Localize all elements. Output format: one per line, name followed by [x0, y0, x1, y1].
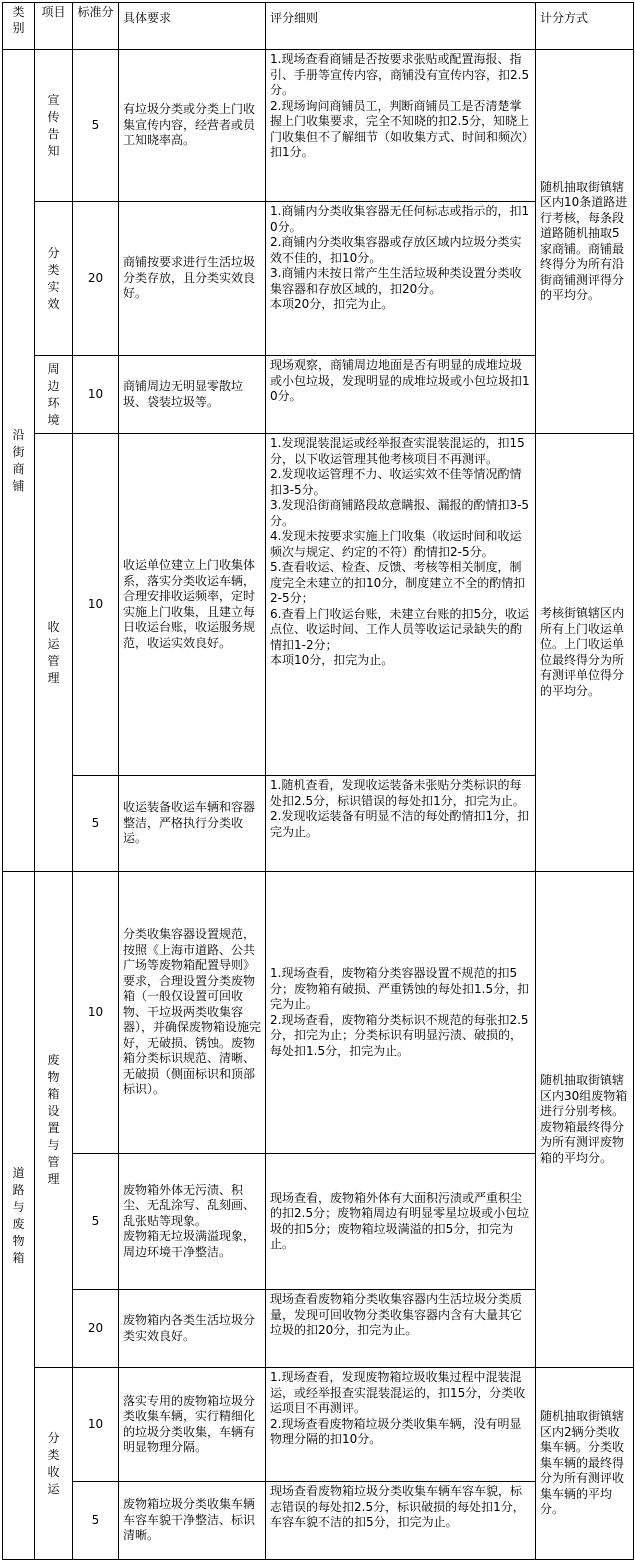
detail-cell: 现场查看，废物箱外体有大面积污渍或严重积尘的扣2.5分；废物箱周边有明显零星垃圾或小包垃圾的扣5分；废物箱垃圾满溢的扣5分，扣完为止。	[266, 1154, 536, 1290]
requirement-cell: 落实专用的废物箱垃圾分类收集车辆，实行精细化的垃圾分类收集，车辆有明显物理分隔。	[119, 1368, 266, 1482]
requirement-cell: 商铺周边无明显零散垃圾、袋装垃圾等。	[119, 356, 266, 434]
requirement-cell: 有垃圾分类或分类上门收集宣传内容，经营者或员工知晓率高。	[119, 50, 266, 202]
requirement-cell: 商铺按要求进行生活垃圾分类存放，且分类实效良好。	[119, 202, 266, 356]
score-cell: 5	[73, 1154, 119, 1290]
category-label: 道路与废物箱	[12, 1165, 25, 1265]
detail-cell: 1.现场查看，废物箱分类容器设置不规范的扣5分；废物箱有破损、严重锈蚀的每处扣1.5分，扣完为止。 2.现场查看，废物箱分类标识不规范的每张扣2.5分，扣完为止；分类标识有明显污渍、破损的，每处扣1.5分，扣完为止。	[266, 872, 536, 1154]
item-label: 分类实效	[47, 245, 60, 311]
requirement-cell: 废物箱内各类生活垃圾分类实效良好。	[119, 1290, 266, 1368]
method-cell: 随机抽取街镇辖区内10条道路进行考核，每条段道路随机抽取5家商铺。商铺最终得分为所有沿街商铺测评得分的平均分。	[536, 50, 634, 434]
detail-cell: 1.发现混装混运或经举报查实混装混运的，扣15分，以下收运管理其他考核项目不再测评。 2.发现收运管理不力、收运实效不佳等情况酌情扣3-5分。 3.发现沿街商铺路段故意瞒报、漏报的酌情扣3-5分。 4.发现未按要求实施上门收集（收运时间和收运频次与规定、约定的不符）酌情扣2-5分。 5.查看收运、检查、反馈、考核等相关制度，制度完全未建立的扣10分，制度建立不全的酌情扣2-5分； 6.查看上门收运台账，未建立台账的扣5分，收运点位、收运时间、工作人员等收运记录缺失的酌情扣1-2分； 本项10分，扣完为止。	[266, 434, 536, 776]
table-row	[3, 50, 634, 202]
detail-cell: 现场观察，商铺周边地面是否有明显的成堆垃圾或小包垃圾，发现明显的成堆垃圾或小包垃圾扣10分。	[266, 356, 536, 434]
category-cell	[3, 872, 35, 1560]
table-row	[3, 1368, 634, 1482]
method-cell: 随机抽取街镇辖区内2辆分类收集车辆。分类收集车辆的最终得分为所有测评收集车辆的平均分。	[536, 1368, 634, 1560]
table-row	[3, 872, 634, 1154]
requirement-cell: 收运装备收运车辆和容器整洁，严格执行分类收运。	[119, 776, 266, 872]
item-label: 收运管理	[47, 619, 60, 685]
item-cell	[35, 434, 73, 872]
detail-cell: 1.现场查看，发现废物箱垃圾收集过程中混装混运，或经举报查实混装混运的，扣15分，分类收运项目不再测评。 2.现场查看废物箱垃圾分类收集车辆，没有明显物理分隔的扣10分。	[266, 1368, 536, 1482]
requirement-cell: 收运单位建立上门收集体系，落实分类收运车辆，合理安排收运频率，定时实施上门收集，且建立每日收运台账，收运服务规范，收运实效良好。	[119, 434, 266, 776]
header-row	[3, 3, 634, 50]
method-cell: 随机抽取街镇辖区内30组废物箱进行分别考核。废物箱最终得分为所有测评废物箱的平均分。	[536, 872, 634, 1368]
method-cell: 考核街镇辖区内所有上门收运单位。上门收运单位最终得分为所有测评单位得分的平均分。	[536, 434, 634, 872]
score-cell: 5	[73, 776, 119, 872]
category-cell	[3, 50, 35, 872]
header-method: 计分方式	[536, 3, 634, 50]
requirement-cell: 废物箱垃圾分类收集车辆车容车貌干净整洁、标识清晰。	[119, 1482, 266, 1560]
item-label: 周边环境	[47, 361, 60, 427]
header-score: 标准分	[73, 3, 119, 50]
table-row	[3, 434, 634, 776]
header-requirement: 具体要求	[119, 3, 266, 50]
header-category: 类别	[3, 3, 35, 50]
header-detail: 评分细则	[266, 3, 536, 50]
item-label: 废物箱设置与管理	[47, 1052, 60, 1186]
detail-cell: 1.随机查看，发现收运装备未张贴分类标识的每处扣2.5分，标识错误的每处扣1分，扣完为止。 2.发现收运装备有明显不洁的每处酌情扣1分，扣完为止。	[266, 776, 536, 872]
requirement-cell: 分类收集容器设置规范，按照《上海市道路、公共广场等废物箱配置导则》要求，合理设置分类废物箱（一般仅设置可回收物、干垃圾两类收集容器），并确保废物箱设施完好，无破损、锈蚀。废物箱分类标识规范、清晰、无破损（侧面标识和顶部标识）。	[119, 872, 266, 1154]
detail-cell: 现场查看废物箱分类收集容器内生活垃圾分类质量，发现可回收物分类收集容器内含有大量其它垃圾的扣20分，扣完为止。	[266, 1290, 536, 1368]
score-cell: 5	[73, 50, 119, 202]
score-cell: 10	[73, 434, 119, 776]
score-cell: 10	[73, 356, 119, 434]
scoring-table	[2, 2, 634, 1560]
item-cell	[35, 356, 73, 434]
score-cell: 5	[73, 1482, 119, 1560]
score-cell: 10	[73, 872, 119, 1154]
item-cell	[35, 202, 73, 356]
detail-cell: 现场查看废物箱垃圾分类收集车辆车容车貌，标志错误的每处扣2.5分，标识破损的每处扣1分，车容车貌不洁的扣5分，扣完为止。	[266, 1482, 536, 1560]
item-cell	[35, 872, 73, 1368]
item-label: 宣传告知	[47, 92, 60, 158]
requirement-cell: 废物箱外体无污渍、积尘、无乱涂写、乱刻画、乱张贴等现象。 废物箱无垃圾满溢现象，周边环境干净整洁。	[119, 1154, 266, 1290]
item-cell	[35, 1368, 73, 1560]
category-label: 沿街商铺	[12, 427, 25, 493]
score-cell: 20	[73, 1290, 119, 1368]
detail-cell: 1.商铺内分类收集容器无任何标志或指示的，扣10分。 2.商铺内分类收集容器或存放区域内垃圾分类实效不佳的，扣10分。 3.商铺内未按日常产生生活垃圾种类设置分类收集容器和存放区域的，扣20分。 本项20分，扣完为止。	[266, 202, 536, 356]
item-label: 分类收运	[47, 1430, 60, 1496]
header-item: 项目	[35, 3, 73, 50]
detail-cell: 1.现场查看商铺是否按要求张贴或配置海报、指引、手册等宣传内容，商铺没有宣传内容，扣2.5分。 2.现场询问商铺员工，判断商铺员工是否清楚掌握上门收集要求，完全不知晓的扣2.5分，知晓上门收集但不了解细节（如收集方式、时间和频次）扣1分。	[266, 50, 536, 202]
score-cell: 20	[73, 202, 119, 356]
score-cell: 10	[73, 1368, 119, 1482]
item-cell	[35, 50, 73, 202]
